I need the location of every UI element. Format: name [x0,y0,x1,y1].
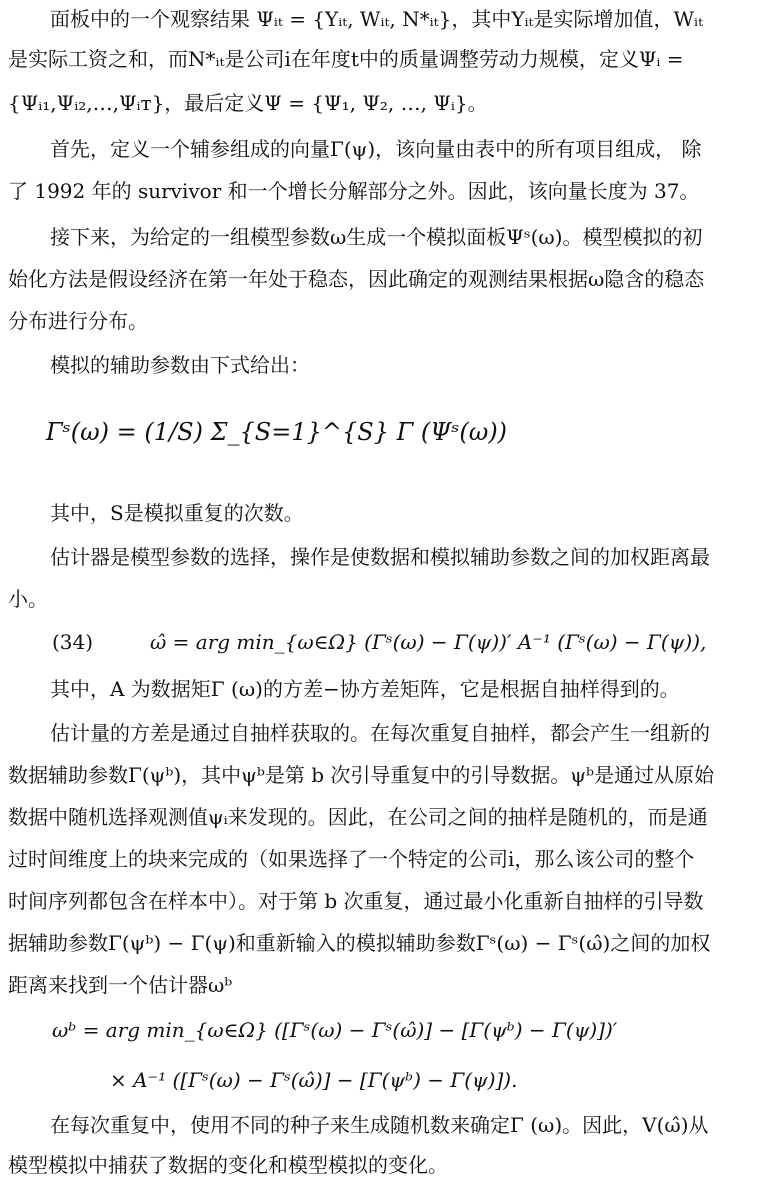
equation-omega-b-line1: ωᵇ = arg min_{ω∈Ω} ([Γˢ(ω) − Γˢ(ω̂)] − [Γ(ψᵇ) − Γ(ψ)])′ [52,1018,618,1042]
equation-gamma-s: Γˢ(ω) = (1/S) Σ_{S=1}^{S} Γ (Ψˢ(ω)) [46,418,508,446]
text-line: 其中，S是模拟重复的次数。 [50,501,304,525]
text-line: 数据中随机选择观测值ψᵢ来发现的。因此，在公司之间的抽样是随机的，而是通 [8,805,708,829]
text-line: 是实际工资之和，而N*ᵢₜ是公司i在年度t中的质量调整劳动力规模，定义Ψᵢ = [8,47,684,71]
text-line: 估计器是模型参数的选择，操作是使数据和模拟辅助参数之间的加权距离最 [50,545,710,569]
text-line: 模拟的辅助参数由下式给出： [50,353,310,377]
text-line: 距离来找到一个估计器ωᵇ [8,973,233,997]
text-line: 始化方法是假设经济在第一年处于稳态，因此确定的观测结果根据ω隐含的稳态 [8,267,705,291]
text-line: 据辅助参数Γ(ψᵇ) − Γ(ψ)和重新输入的模拟辅助参数Γˢ(ω) − Γˢ(ω̂)之间的加权 [8,931,711,955]
text-line: 过时间维度上的块来完成的（如果选择了一个特定的公司i，那么该公司的整个 [8,847,695,871]
text-line: 数据辅助参数Γ(ψᵇ)，其中ψᵇ是第 b 次引导重复中的引导数据。ψᵇ是通过从原始 [8,763,715,787]
text-line: 模型模拟中捕获了数据的变化和模型模拟的变化。 [8,1153,448,1177]
text-line: {Ψᵢ₁,Ψᵢ₂,…,Ψᵢᴛ}，最后定义Ψ = {Ψ₁, Ψ₂, …, Ψᵢ}。 [8,91,488,115]
text-line: 面板中的一个观察结果 Ψᵢₜ = {Yᵢₜ, Wᵢₜ, N*ᵢₜ}，其中Yᵢₜ是实际增加值，Wᵢₜ [50,7,703,31]
equation-number: (34) [52,630,94,654]
text-line: 时间序列都包含在样本中）。对于第 b 次重复，通过最小化重新自抽样的引导数 [8,889,704,913]
text-line: 接下来，为给定的一组模型参数ω生成一个模拟面板Ψˢ(ω)。模型模拟的初 [50,225,703,249]
equation-omega-b-line2: × A⁻¹ ([Γˢ(ω) − Γˢ(ω̂)] − [Γ(ψᵇ) − Γ(ψ)]). [110,1068,518,1092]
text-line: 在每次重复中，使用不同的种子来生成随机数来确定Γ (ω)。因此，V(ω̂)从 [50,1113,709,1137]
text-line: 估计量的方差是通过自抽样获取的。在每次重复自抽样，都会产生一组新的 [50,721,710,745]
text-line: 首先，定义一个辅参组成的向量Γ(ψ)，该向量由表中的所有项目组成， 除 [50,137,702,161]
equation-omega-hat: ω̂ = arg min_{ω∈Ω} (Γˢ(ω) − Γ(ψ))′ A⁻¹ (Γˢ(ω) − Γ(ψ)), [150,630,707,654]
text-line: 小。 [8,587,48,611]
text-line: 了 1992 年的 survivor 和一个增长分解部分之外。因此，该向量长度为 37。 [8,179,700,203]
text-line: 分布进行分布。 [8,309,148,333]
text-line: 其中，A 为数据矩Γ (ω)的方差−协方差矩阵，它是根据自抽样得到的。 [50,677,680,701]
